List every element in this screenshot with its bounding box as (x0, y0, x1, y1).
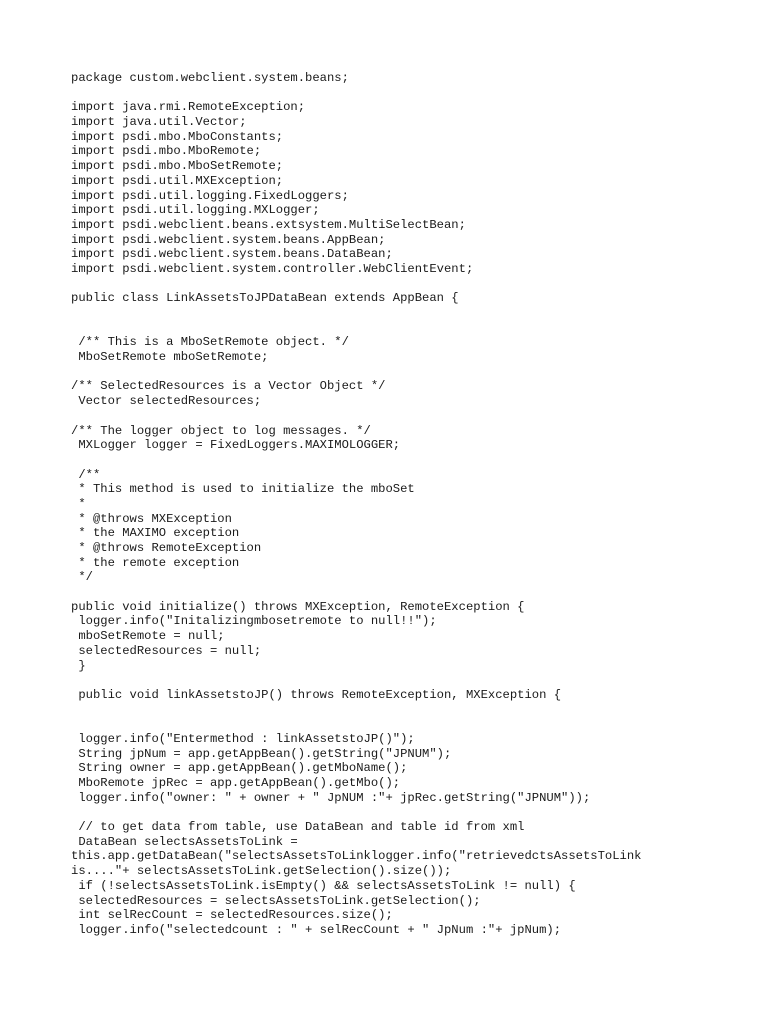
code-line: import psdi.util.logging.FixedLoggers; (71, 188, 349, 203)
code-line: import psdi.webclient.system.beans.DataBean; (71, 247, 393, 262)
code-line: import java.util.Vector; (71, 115, 247, 130)
blank-line (71, 409, 751, 424)
code-line: MboSetRemote mboSetRemote; (71, 350, 269, 365)
code-line: import psdi.webclient.system.beans.AppBean; (71, 232, 386, 247)
blank-line (71, 585, 751, 600)
code-line: if (!selectsAssetsToLink.isEmpty() && selectsAssetsToLink != null) { (71, 878, 576, 893)
blank-line (71, 805, 751, 820)
code-line: import psdi.mbo.MboRemote; (71, 144, 262, 159)
blank-line (71, 86, 751, 101)
code-line: public class LinkAssetsToJPDataBean extends AppBean { (71, 291, 459, 306)
blank-line (71, 321, 751, 336)
code-line: * the remote exception (71, 555, 240, 570)
code-line: selectedResources = null; (71, 643, 262, 658)
code-line: /** (71, 467, 101, 482)
code-line: import psdi.mbo.MboConstants; (71, 129, 284, 144)
code-line: this.app.getDataBean("selectsAssetsToLinklogger.info("retrievedctsAssetsToLink (71, 849, 642, 864)
code-line: selectedResources = selectsAssetsToLink.getSelection(); (71, 893, 481, 908)
code-line: logger.info("owner: " + owner + " JpNUM :"+ jpRec.getString("JPNUM")); (71, 790, 591, 805)
blank-line (71, 717, 751, 732)
code-line: * This method is used to initialize the mboSet (71, 482, 415, 497)
code-line: is...."+ selectsAssetsToLink.getSelection().size()); (71, 864, 452, 879)
code-line: public void initialize() throws MXException, RemoteException { (71, 599, 525, 614)
code-line: import psdi.util.MXException; (71, 173, 284, 188)
code-line: String owner = app.getAppBean().getMboName(); (71, 761, 408, 776)
code-line: * the MAXIMO exception (71, 526, 240, 541)
blank-line (71, 453, 751, 468)
code-line: import psdi.webclient.beans.extsystem.MultiSelectBean; (71, 217, 466, 232)
code-line: /** SelectedResources is a Vector Object */ (71, 379, 386, 394)
code-line: MboRemote jpRec = app.getAppBean().getMbo(); (71, 776, 401, 790)
blank-line (71, 703, 751, 718)
code-line: logger.info("Initalizingmbosetremote to null!!"); (71, 614, 437, 629)
code-line: // to get data from table, use DataBean and table id from xml (71, 820, 525, 835)
code-line: * (71, 496, 86, 511)
code-line: * @throws MXException (71, 511, 232, 526)
code-line: logger.info("Entermethod : linkAssetstoJP()"); (71, 731, 415, 746)
code-line: /** The logger object to log messages. */ (71, 423, 371, 438)
code-line: public void linkAssetstoJP() throws RemoteException, MXException { (71, 687, 562, 702)
code-line: */ (71, 570, 93, 585)
code-line: /** This is a MboSetRemote object. */ (71, 335, 349, 350)
code-line: logger.info("selectedcount : " + selRecCount + " JpNum :"+ jpNum); (71, 922, 562, 937)
code-line: } (71, 658, 86, 673)
code-line: DataBean selectsAssetsToLink = (71, 834, 298, 849)
code-line: import java.rmi.RemoteException; (71, 100, 306, 115)
blank-line (71, 365, 751, 380)
code-document (71, 71, 751, 938)
code-line: * @throws RemoteException (71, 541, 262, 555)
blank-line (71, 673, 751, 688)
code-line: package custom.webclient.system.beans; (71, 71, 349, 85)
code-line: MXLogger logger = FixedLoggers.MAXIMOLOGGER; (71, 438, 401, 453)
code-line: int selRecCount = selectedResources.size(); (71, 908, 393, 923)
code-line: Vector selectedResources; (71, 394, 262, 409)
code-line: String jpNum = app.getAppBean().getString("JPNUM"); (71, 746, 452, 761)
blank-line (71, 306, 751, 321)
code-line: import psdi.util.logging.MXLogger; (71, 203, 320, 218)
code-line: import psdi.mbo.MboSetRemote; (71, 159, 284, 174)
blank-line (71, 277, 751, 292)
code-line: import psdi.webclient.system.controller.WebClientEvent; (71, 261, 474, 276)
code-line: mboSetRemote = null; (71, 629, 225, 644)
